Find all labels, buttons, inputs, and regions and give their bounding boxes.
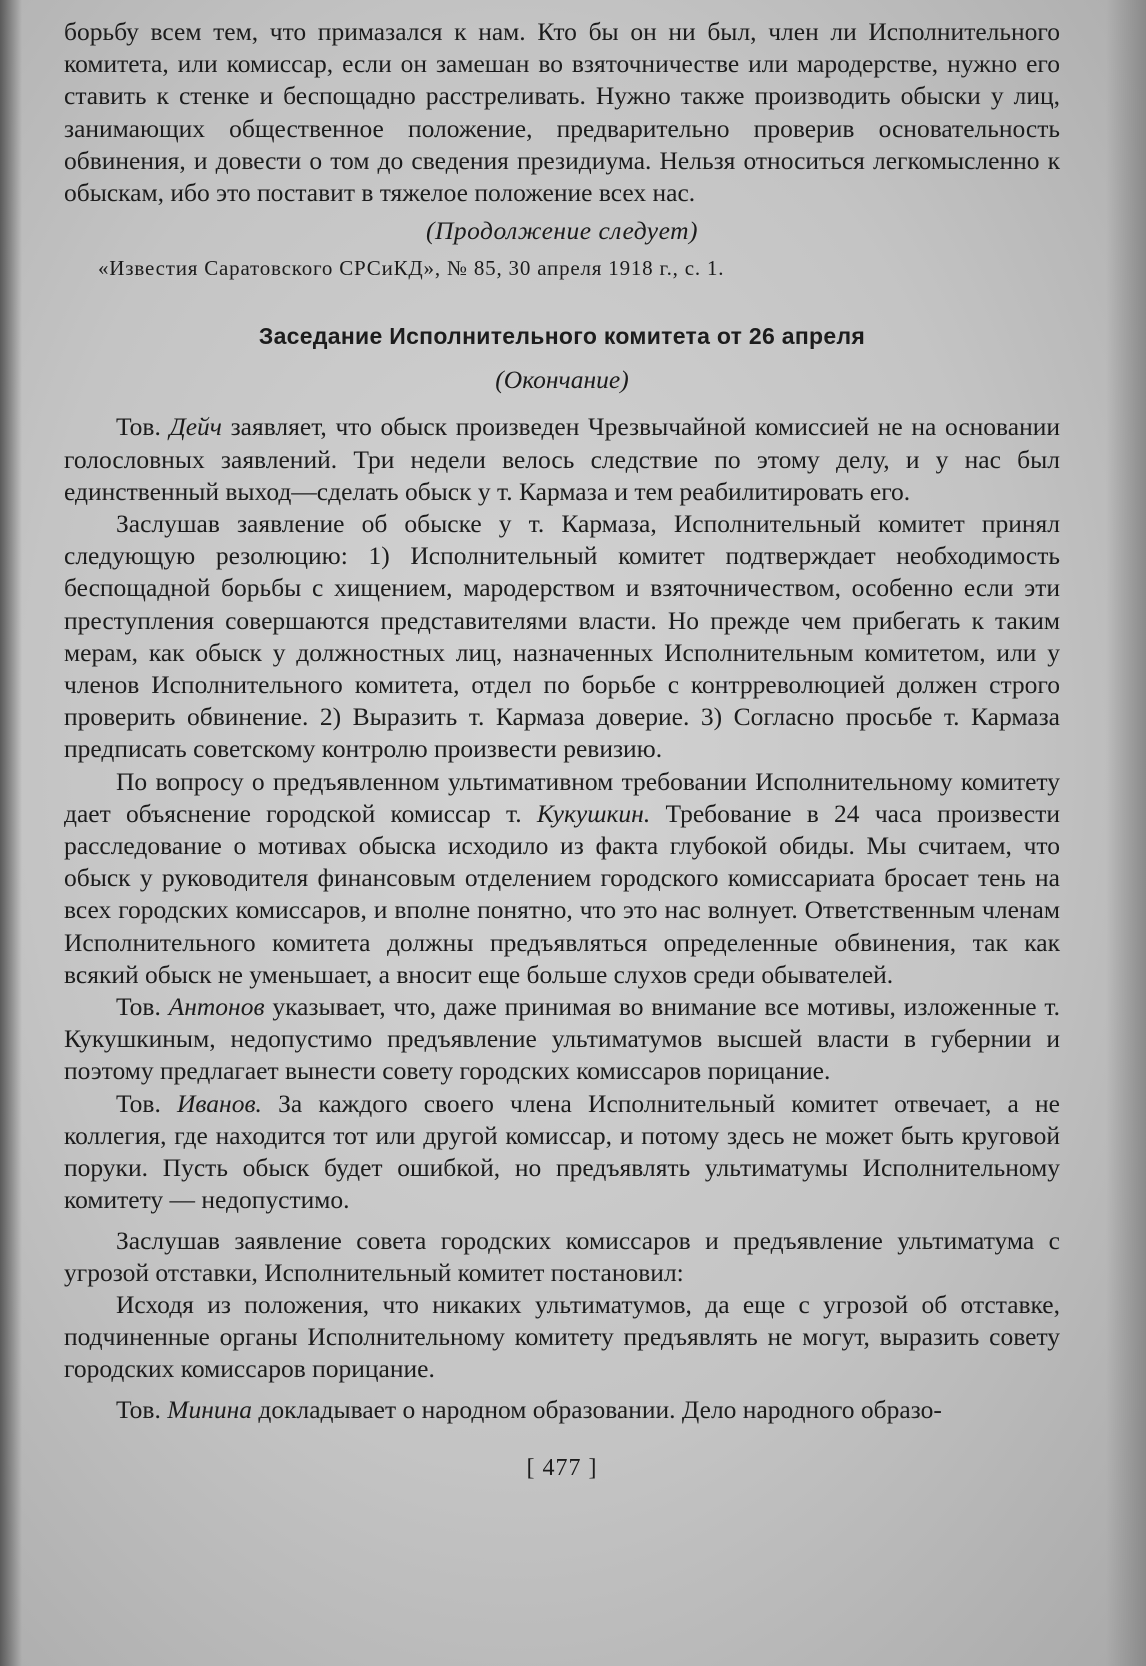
page-content <box>64 16 1060 1484</box>
paragraph-decision: Исходя из положения, что никаких ультиматумов, да еще с угрозой об отставке, подчиненные органы Исполнительному комитету предъявлять не могут, выразить совету городских комиссаров порицание. <box>64 1289 1060 1384</box>
paragraph-text: За каждого своего члена Исполнительный комитет отвечает, а не коллегия, где находится тот или другой комиссар, и потому здесь не может быть круговой поруки. Пусть обыск будет ошибкой, но предъявлять ультиматумы Исполнительному комитету — недопустимо. <box>64 1088 1060 1215</box>
lead-text: Тов. <box>116 1088 161 1118</box>
paragraph-resolution: Заслушав заявление об обыске у т. Кармаза, Исполнительный комитет принял следующую резолюцию: 1) Исполнительный комитет подтверждает необходимость беспощадной борьбы с хищением, мародерством и взяточничеством, особенно если эти преступления совершаются представителями власти. Но прежде чем прибегать к таким мерам, как обыск у должностных лиц, назначенных Исполнительным комитетом, или у членов Исполнительного комитета, отдел по борьбе с контрреволюцией должен строго проверить обвинение. 2) Выразить т. Кармаза доверие. 3) Согласно просьбе т. Кармаза предписать советскому контролю произвести ревизию. <box>64 509 1060 764</box>
paragraph-text: Требование в 24 часа произвести расследование о мотивах обыска исходило из факта глубокой обиды. Мы считаем, что обыск у руководителя финансовым отделением городского комиссариата бросает тень на всех городских комиссаров, и вполне понятно, что это нас волнует. Ответственным членам Исполнительного комитета должны предъявляться определенные обвинения, так как всякий обыск не уменьшает, а вносит еще больше слухов среди обывателей. <box>64 798 1060 989</box>
paragraph-antonov <box>64 991 1060 1088</box>
speaker-name: Кукушкин. <box>536 798 651 828</box>
speaker-name: Антонов <box>168 992 265 1022</box>
page-number: [ 477 ] <box>526 1454 598 1481</box>
paragraph-deich <box>64 411 1060 508</box>
lead-text: Тов. <box>116 992 161 1022</box>
source-citation: «Известия Саратовского СРСиКД», № 85, 30 апреля 1918 г., с. 1. <box>98 256 725 281</box>
paragraph-continuation: борьбу всем тем, что примазался к нам. Кто бы он ни был, член ли Исполнительного комитета, или комиссар, если он замешан во взяточничестве или мародерстве, нужно его ставить к стенке и беспощадно расстреливать. Нужно также производить обыски у лиц, занимающих общественное положение, предварительно проверив основательность обвинения, и довести о том до сведения президиума. Нельзя относиться легкомысленно к обыскам, ибо это поставит в тяжелое положение всех нас. <box>64 17 1060 208</box>
paragraph-text: заявляет, что обыск произведен Чрезвычайной комиссией не на основании голословных заявлений. Три недели велось следствие по этому делу, и у нас был единственный выход—сделать обыск у т. Кармаза и тем реабилитировать его. <box>64 412 1061 506</box>
paragraph-text: указывает, что, даже принимая во внимание все мотивы, изложенные т. Кукушкиным, недопустимо предъявление ультиматумов высшей власти в губернии и поэтому предлагает вынести совету городских комиссаров порицание. <box>64 992 1061 1086</box>
paragraph-text: По вопросу о предъявленном ультимативном требовании Исполнительному комитету дает объяснение городской комиссар т. <box>64 766 1060 828</box>
paragraph-text: докладывает о народном образовании. Дело народного образо- <box>258 1394 942 1424</box>
paragraph-decision-intro: Заслушав заявление совета городских комиссаров и предъявление ультиматума с угрозой отставки, Исполнительный комитет постановил: <box>64 1225 1060 1287</box>
speaker-name: Иванов. <box>177 1088 262 1118</box>
lead-text: Тов. <box>116 412 161 442</box>
lead-text: Тов. <box>116 1394 161 1424</box>
paragraph-minina <box>64 1394 1060 1426</box>
paragraph-kukushkin <box>64 766 1060 991</box>
speaker-name: Минина <box>167 1394 252 1424</box>
speaker-name: Дейч <box>169 412 222 442</box>
paragraph-ivanov <box>64 1088 1060 1217</box>
continued-note: (Продолжение следует) <box>425 216 699 246</box>
section-subtitle: (Окончание) <box>495 365 629 395</box>
section-title: Заседание Исполнительного комитета от 26 апреля <box>258 323 866 350</box>
